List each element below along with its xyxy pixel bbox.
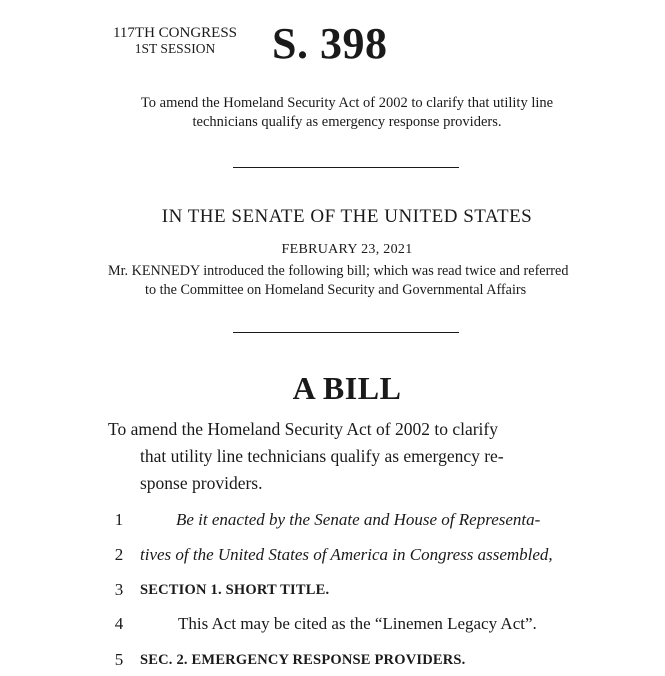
introduction-line: Mr. KENNEDY introduced the following bill; which was read twice and referred <box>108 263 569 279</box>
section-heading: SECTION 1. SHORT TITLE. <box>140 582 330 598</box>
divider-rule <box>233 332 459 333</box>
purpose-line: that utility line technicians qualify as emergency re- <box>140 446 504 466</box>
line-number: 5 <box>114 650 124 669</box>
purpose-summary-line: technicians qualify as emergency response providers. <box>192 114 502 130</box>
section-text-line: This Act may be cited as the “Linemen Legacy Act”. <box>178 614 537 633</box>
purpose-line: To amend the Homeland Security Act of 2002 to clarify <box>108 419 498 439</box>
introduction-line: to the Committee on Homeland Security and Governmental Affairs <box>145 282 527 298</box>
line-number: 3 <box>114 580 124 599</box>
bill-purpose-summary <box>108 94 586 132</box>
bill-number: S. 398 <box>272 19 388 68</box>
introduction-statement <box>108 262 586 300</box>
purpose-summary-line: To amend the Homeland Security Act of 2002 to clarify that utility line <box>140 95 554 111</box>
enacting-clause-line: tives of the United States of America in Congress assembled, <box>140 545 553 564</box>
purpose-line: sponse providers. <box>140 473 263 493</box>
bill-purpose <box>108 416 588 497</box>
divider-rule <box>233 167 459 168</box>
enacting-clause-line: Be it enacted by the Senate and House of Representa- <box>176 510 541 529</box>
session-label: 1ST SESSION <box>134 41 216 56</box>
bill-heading: A BILL <box>292 370 402 406</box>
congress-label: 117TH CONGRESS <box>112 25 238 41</box>
line-number: 1 <box>114 510 124 529</box>
line-number: 4 <box>114 614 124 633</box>
line-number: 2 <box>114 545 124 564</box>
introduction-date: FEBRUARY 23, 2021 <box>281 242 413 257</box>
section-heading: SEC. 2. EMERGENCY RESPONSE PROVIDERS. <box>140 652 466 668</box>
chamber-heading: IN THE SENATE OF THE UNITED STATES <box>161 206 533 227</box>
